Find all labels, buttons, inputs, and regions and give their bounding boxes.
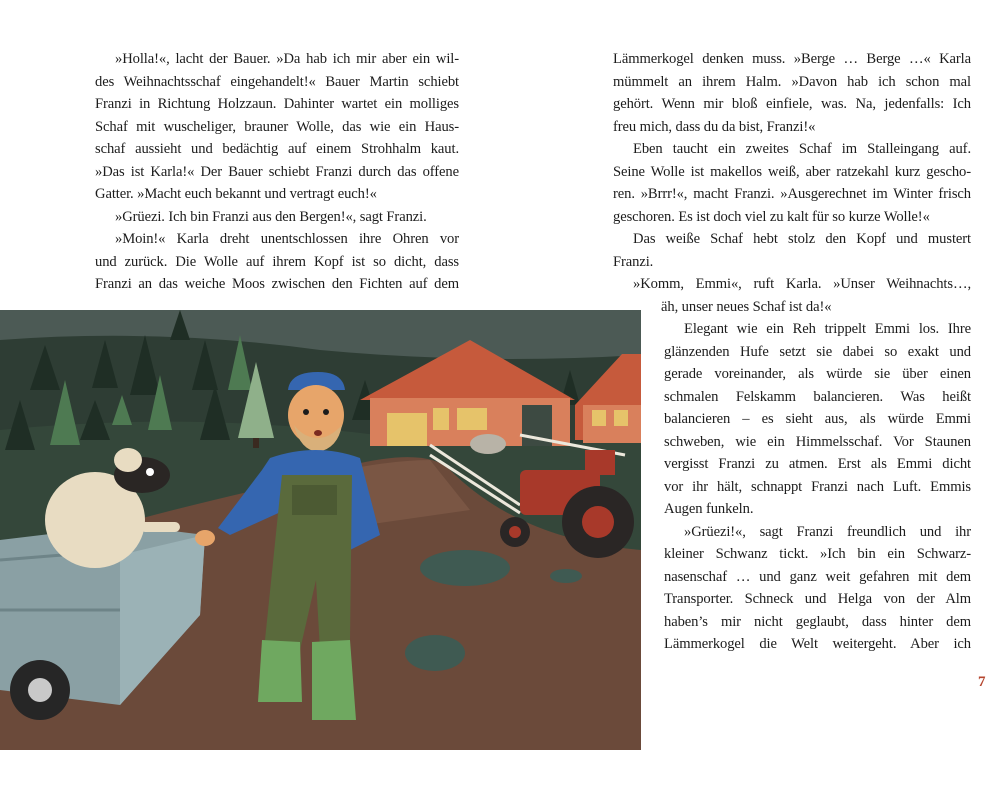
text-line: glänzenden Hufe setzt sie dabei so exakt und	[664, 343, 971, 360]
text-line: schaf aussieht und bedächtig auf einem Strohhalm kaut.	[95, 141, 459, 157]
text-line: Das weiße Schaf hebt stolz den Kopf und mustert	[633, 231, 971, 247]
text-line: Eben taucht ein zweites Schaf im Stalleingang auf.	[633, 141, 971, 157]
text-line: äh, unser neues Schaf ist da!«	[661, 298, 832, 315]
right-text-column-top	[613, 48, 971, 318]
text-line: »Moin!« Karla dreht unentschlossen ihre Ohren vor	[115, 231, 459, 247]
text-line: des Weihnachtsschaf eingehandelt!« Bauer Martin schiebt	[95, 73, 459, 90]
text-line: Franzi an das weiche Moos zwischen den Fichten auf dem	[95, 276, 459, 292]
text-line: balancieren – es sieht aus, als würde Emmi	[664, 411, 971, 427]
text-line: kleiner Schwanz tickt. »Ich bin ein Schwarz-	[664, 546, 971, 562]
text-line: Lämmerkogel die Welt weitergeht. Aber ich	[664, 636, 971, 652]
text-line: Augen funkeln.	[664, 501, 754, 517]
text-line: haben’s mir nicht geglaubt, dass hinter dem	[664, 613, 971, 630]
barn-sheep	[470, 434, 506, 454]
text-line: Transporter. Schneck und Helga von der Alm	[664, 591, 971, 607]
text-line: schmalen Felskamm balancieren. Was heißt	[664, 388, 971, 405]
illustration-svg	[0, 310, 641, 750]
text-line: Seine Wolle ist makellos weiß, aber ratzekahl kurz gescho-	[613, 163, 971, 180]
text-line: und zurück. Die Wolle auf ihrem Kopf ist so dicht, dass	[95, 253, 459, 270]
text-line: Franzi.	[613, 253, 654, 270]
text-line: freu mich, dass du da bist, Franzi!«	[613, 118, 816, 135]
text-line: ren. »Brrr!«, macht Franzi. »Ausgerechnet im Winter frisch	[613, 186, 971, 202]
text-line: »Holla!«, lacht der Bauer. »Da hab ich mir aber ein wil-	[115, 51, 459, 67]
text-line: mümmelt an ihrem Halm. »Davon hab ich schon mal	[613, 73, 971, 90]
text-line: nasenschaf … und ganz weit gefahren mit dem	[664, 568, 971, 585]
puddle	[405, 635, 465, 671]
text-line: »Grüezi!«, sagt Franzi freundlich und ihr	[684, 523, 971, 540]
farm-illustration	[0, 310, 641, 750]
puddle	[420, 550, 510, 586]
right-text-column-bottom	[664, 318, 971, 656]
text-line: »Grüezi. Ich bin Franzi aus den Bergen!«, sagt Franzi.	[115, 208, 427, 225]
text-line: »Das ist Karla!« Der Bauer schiebt Franzi durch das offene	[95, 163, 459, 180]
text-line: vor ihr hält, schnappt Franzi nach Luft. Emmis	[664, 478, 971, 495]
text-line: Franzi in Richtung Holzzaun. Dahinter wartet ein molliges	[95, 96, 459, 112]
text-line: Lämmerkogel denken muss. »Berge … Berge …« Karla	[613, 51, 971, 67]
text-line: Gatter. »Macht euch bekannt und vertragt euch!«	[95, 186, 377, 202]
text-line: geschoren. Es ist doch viel zu kalt für so kurze Wolle!«	[613, 208, 930, 225]
text-line: Elegant wie ein Reh trippelt Emmi los. Ihre	[684, 321, 971, 337]
text-line: »Komm, Emmi«, ruft Karla. »Unser Weihnachts…,	[633, 276, 971, 292]
text-line: schweben, wie ein Himmelsschaf. Vor Staunen	[664, 433, 971, 450]
text-line: Schaf mit wuscheliger, brauner Wolle, das wie ein Haus-	[95, 118, 459, 135]
text-line: gerade voreinander, als würde sie über einen	[664, 366, 971, 382]
left-text-column	[95, 48, 459, 296]
puddle	[550, 569, 582, 583]
page-number: 7	[978, 674, 986, 690]
text-line: vergisst Franzi zu atmen. Erst als Emmi dicht	[664, 456, 971, 472]
text-line: gehört. Wenn mir bloß einfiele, was. Na, jedenfalls: Ich	[613, 96, 971, 112]
